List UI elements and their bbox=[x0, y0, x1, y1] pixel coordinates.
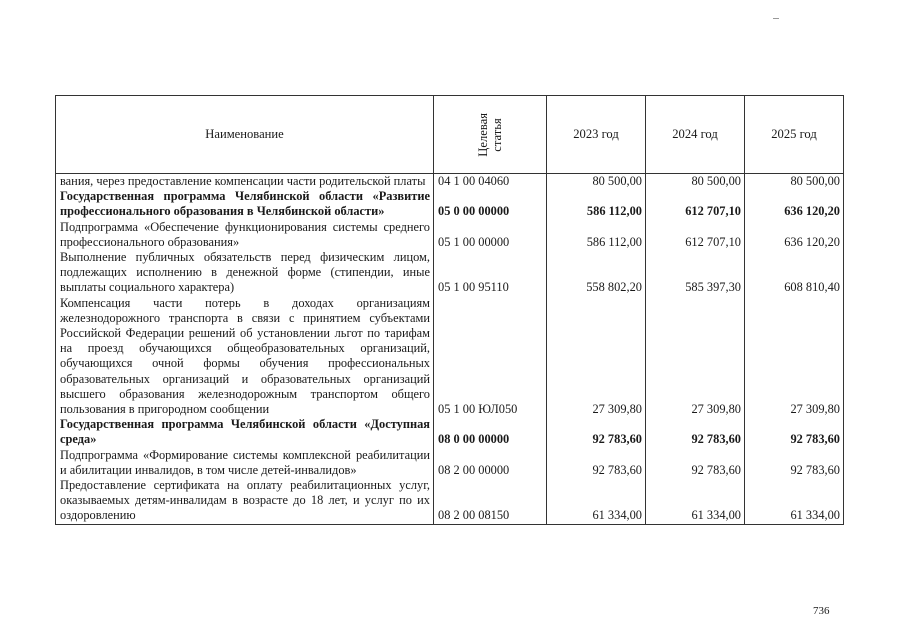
table-header-row bbox=[56, 96, 844, 174]
table-row bbox=[56, 417, 844, 447]
row-name: Государственная программа Челябинской области «Развитие профессионального образования в Челябинской области» bbox=[56, 189, 434, 219]
table-row bbox=[56, 448, 844, 478]
row-2025: 61 334,00 bbox=[745, 478, 844, 524]
row-2025: 80 500,00 bbox=[745, 174, 844, 190]
row-code: 08 0 00 00000 bbox=[434, 417, 547, 447]
header-name: Наименование bbox=[56, 96, 434, 174]
row-2023: 80 500,00 bbox=[547, 174, 646, 190]
row-2025: 636 120,20 bbox=[745, 220, 844, 250]
row-2025: 92 783,60 bbox=[745, 448, 844, 478]
row-2023: 92 783,60 bbox=[547, 417, 646, 447]
row-2023: 586 112,00 bbox=[547, 220, 646, 250]
row-2023: 61 334,00 bbox=[547, 478, 646, 524]
row-2024: 61 334,00 bbox=[646, 478, 745, 524]
row-name: Подпрограмма «Обеспечение функционирования системы среднего профессионального образования» bbox=[56, 220, 434, 250]
row-name: Подпрограмма «Формирование системы комплексной реабилитации и абилитации инвалидов, в том числе детей-инвалидов» bbox=[56, 448, 434, 478]
table-row bbox=[56, 220, 844, 250]
table-body bbox=[56, 174, 844, 525]
table-row bbox=[56, 478, 844, 524]
row-code: 05 1 00 ЮЛ050 bbox=[434, 296, 547, 418]
table-row bbox=[56, 250, 844, 296]
row-2025: 608 810,40 bbox=[745, 250, 844, 296]
table-row bbox=[56, 174, 844, 190]
row-2023: 558 802,20 bbox=[547, 250, 646, 296]
row-name: Предоставление сертификата на оплату реабилитационных услуг, оказываемых детям-инвалидам в возрасте до 18 лет, и услуг по их оздоровлению bbox=[56, 478, 434, 524]
page-number: 736 bbox=[813, 605, 830, 617]
row-code: 04 1 00 04060 bbox=[434, 174, 547, 190]
row-2024: 27 309,80 bbox=[646, 296, 745, 418]
row-2024: 612 707,10 bbox=[646, 220, 745, 250]
header-code bbox=[434, 96, 547, 174]
header-2023: 2023 год bbox=[547, 96, 646, 174]
row-name: вания, через предоставление компенсации части родительской платы bbox=[56, 174, 434, 190]
table-row bbox=[56, 296, 844, 418]
row-2023: 586 112,00 bbox=[547, 189, 646, 219]
row-name: Компенсация части потерь в доходах организациям железнодорожного транспорта в связи с принятием субъектами Российской Федерации решений об установлении льгот по тарифам на проезд обучающихся общеобразовательных организаций, обучающихся очной формы обучения профессиональных образовательных организаций и образовательных организаций высшего образования железнодорожным транспортом общего пользования в пригородном сообщении bbox=[56, 296, 434, 418]
row-code: 08 2 00 08150 bbox=[434, 478, 547, 524]
row-2025: 636 120,20 bbox=[745, 189, 844, 219]
header-2024: 2024 год bbox=[646, 96, 745, 174]
header-2025: 2025 год bbox=[745, 96, 844, 174]
row-code: 05 0 00 00000 bbox=[434, 189, 547, 219]
row-2023: 92 783,60 bbox=[547, 448, 646, 478]
row-2024: 80 500,00 bbox=[646, 174, 745, 190]
row-code: 05 1 00 95110 bbox=[434, 250, 547, 296]
row-code: 05 1 00 00000 bbox=[434, 220, 547, 250]
row-2023: 27 309,80 bbox=[547, 296, 646, 418]
row-2025: 92 783,60 bbox=[745, 417, 844, 447]
table-row bbox=[56, 189, 844, 219]
header-code-label: Целевая статья bbox=[476, 112, 504, 157]
row-2024: 585 397,30 bbox=[646, 250, 745, 296]
row-2024: 92 783,60 bbox=[646, 417, 745, 447]
row-2024: 92 783,60 bbox=[646, 448, 745, 478]
row-2024: 612 707,10 bbox=[646, 189, 745, 219]
row-name: Выполнение публичных обязательств перед физическим лицом, подлежащих исполнению в денежной форме (стипендии, иные выплаты социального характера) bbox=[56, 250, 434, 296]
row-code: 08 2 00 00000 bbox=[434, 448, 547, 478]
row-2025: 27 309,80 bbox=[745, 296, 844, 418]
budget-table bbox=[55, 95, 844, 525]
scan-mark bbox=[773, 18, 779, 19]
row-name: Государственная программа Челябинской области «Доступная среда» bbox=[56, 417, 434, 447]
